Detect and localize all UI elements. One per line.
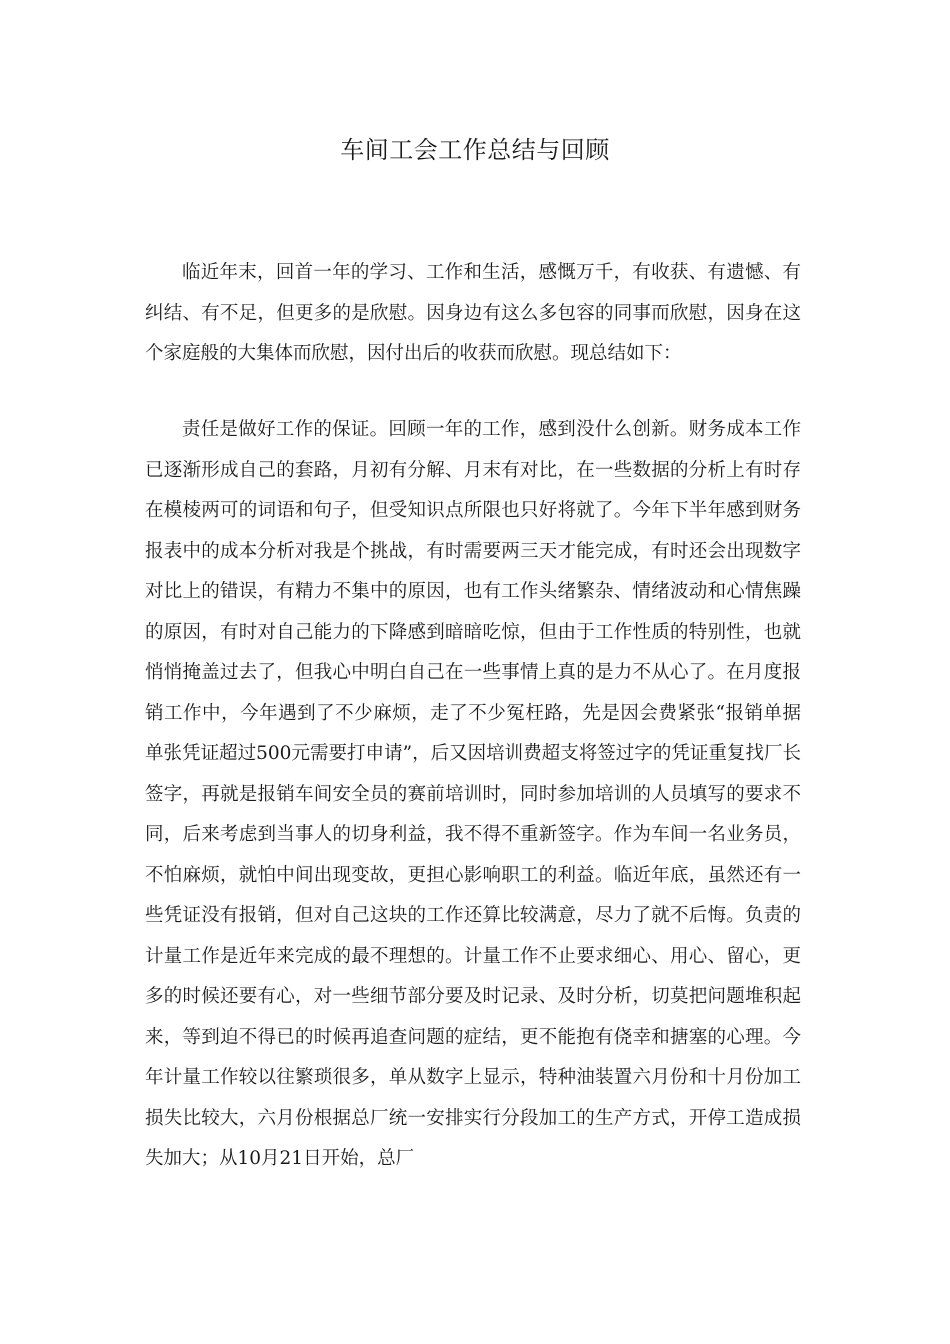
paragraph-responsibility: 责任是做好工作的保证。回顾一年的工作，感到没什么创新。财务成本工作已逐渐形成自己的套路，月初有分解、月末有对比，在一些数据的分析上有时存在模棱两可的词语和句子，但受知识点所限也只好将就了。今年下半年感到财务报表中的成本分析对我是个挑战，有时需要两三天才能完成，有时还会出现数字对比上的错误，有精力不集中的原因，也有工作头绪繁杂、情绪波动和心情焦躁的原因，有时对自己能力的下降感到暗暗吃惊，但由于工作性质的特别性，也就悄悄掩盖过去了，但我心中明白自己在一些事情上真的是力不从心了。在月度报销工作中，今年遇到了不少麻烦，走了不少冤枉路，先是因会费紧张“报销单据单张凭证超过500元需要打申请”，后又因培训费超支将签过字的凭证重复找厂长签字，再就是报销车间安全员的赛前培训时，同时参加培训的人员填写的要求不同，后来考虑到当事人的切身利益，我不得不重新签字。作为车间一名业务员，不怕麻烦，就怕中间出现变故，更担心影响职工的利益。临近年底，虽然还有一些凭证没有报销，但对自己这块的工作还算比较满意，尽力了就不后悔。负责的计量工作是近年来完成的最不理想的。计量工作不止要求细心、用心、留心，更多的时候还要有心，对一些细节部分要及时记录、及时分析，切莫把问题堆积起来，等到迫不得已的时候再追查问题的症结，更不能抱有侥幸和搪塞的心理。今年计量工作较以往繁琐很多，单从数字上显示，特种油装置六月份和十月份加工损失比较大，六月份根据总厂统一安排实行分段加工的生产方式，开停工造成损失加大；从10月21日开始，总厂: [145, 419, 801, 1169]
paragraph-block: [145, 253, 801, 375]
document-title: 车间工会工作总结与回顾: [340, 136, 610, 164]
paragraph-intro: 临近年末，回首一年的学习、工作和生活，感慨万千，有收获、有遗憾、有纠结、有不足，但更多的是欣慰。因身边有这么多包容的同事而欣慰，因身在这个家庭般的大集体而欣慰，因付出后的收获而欣慰。现总结如下：: [145, 262, 801, 364]
paragraph-block: [145, 410, 801, 1180]
